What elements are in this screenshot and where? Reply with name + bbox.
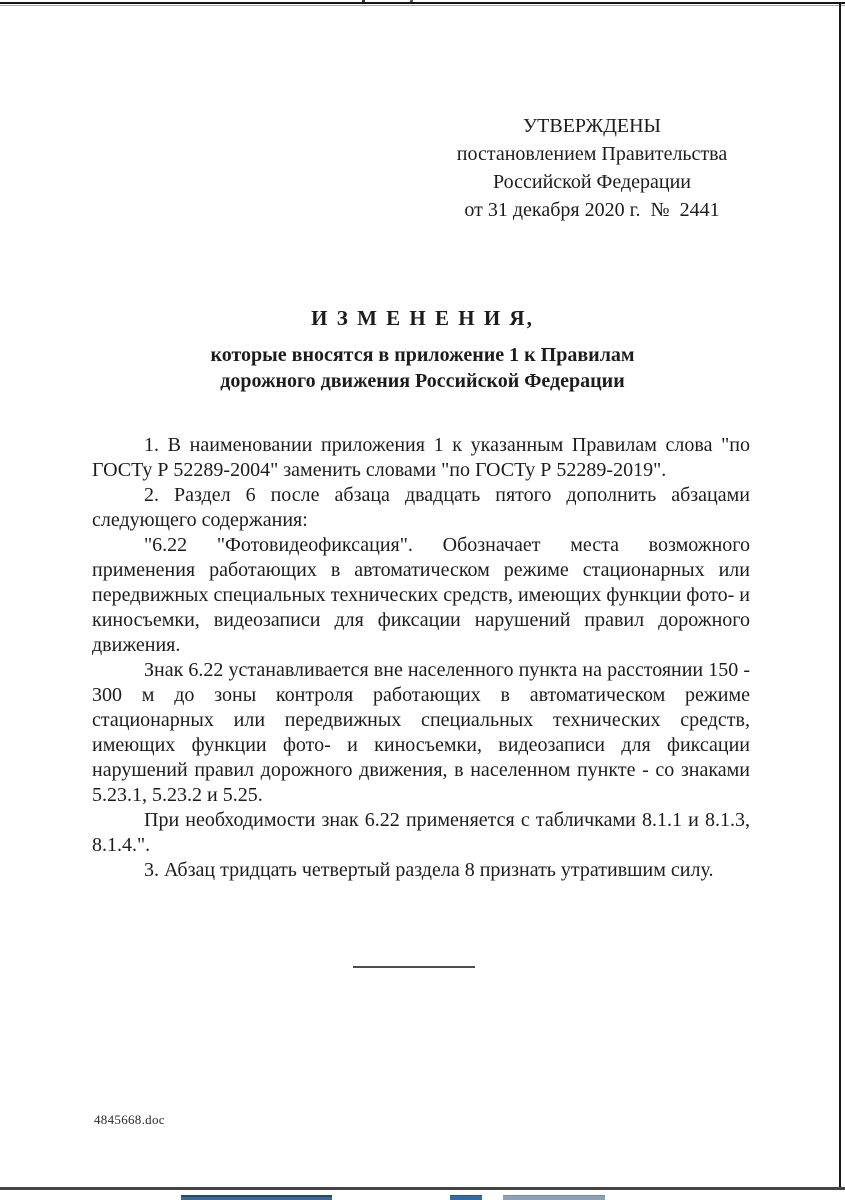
cutoff-button-small[interactable] — [450, 1195, 482, 1200]
paragraph-6: 3. Абзац тридцать четвертый раздела 8 признать утратившим силу. — [144, 859, 714, 881]
paragraph-3: "6.22 "Фотовидеофиксация". Обозначает места возможного применения работающих в автоматическом режиме стационарных или передвижных специальных технических средств, имеющих функции фото- и киносъемки, видеозаписи для фиксации нарушений правил дорожного движения. — [92, 534, 750, 656]
cropped-text-artifact — [410, 0, 413, 2]
page-border-right — [839, 2, 841, 1188]
approval-line-federation: Российской Федерации — [492, 171, 692, 193]
paragraph-2: 2. Раздел 6 после абзаца двадцать пятого дополнить абзацами следующего содержания: — [92, 484, 750, 531]
document-subtitle-line: дорожного движения Российской Федерации — [220, 370, 625, 392]
document-body — [92, 433, 750, 883]
document-subtitle-line: которые вносятся в приложение 1 к Правилам — [210, 344, 635, 366]
cutoff-button-light[interactable] — [503, 1195, 605, 1200]
cutoff-button-large[interactable] — [181, 1195, 332, 1200]
page-border-top — [0, 2, 845, 4]
paragraph-1: 1. В наименовании приложения 1 к указанным Правилам слова "по ГОСТу Р 52289-2004" заменить словами "по ГОСТу Р 52289-2019". — [92, 434, 750, 481]
document-subtitle — [0, 342, 845, 394]
paragraph-4: Знак 6.22 устанавливается вне населенного пункта на расстоянии 150 - 300 м до зоны контроля работающих в автоматическом режиме стационарных или передвижных специальных технических средств, имеющих функции фото- и киносъемки, видеозаписи для фиксации нарушений правил дорожного движения, в населенном пункте - со знаками 5.23.1, 5.23.2 и 5.25. — [92, 659, 750, 806]
paragraph-5: При необходимости знак 6.22 применяется с табличками 8.1.1 и 8.1.3, 8.1.4.". — [92, 809, 750, 856]
page-border-bottom — [0, 1187, 845, 1190]
document-title: И З М Е Н Е Н И Я, — [311, 306, 534, 330]
cropped-text-artifact — [362, 0, 365, 2]
approval-line-date-number: от 31 декабря 2020 г. № 2441 — [464, 199, 720, 221]
approval-block — [438, 112, 746, 224]
approval-line-resolution: постановлением Правительства — [456, 143, 728, 165]
approval-line-approved: УТВЕРЖДЕНЫ — [522, 115, 662, 137]
page-border-top-shadow — [0, 5, 845, 6]
signature-separator-line — [353, 966, 475, 968]
document-filename: 4845668.doc — [94, 1112, 165, 1127]
